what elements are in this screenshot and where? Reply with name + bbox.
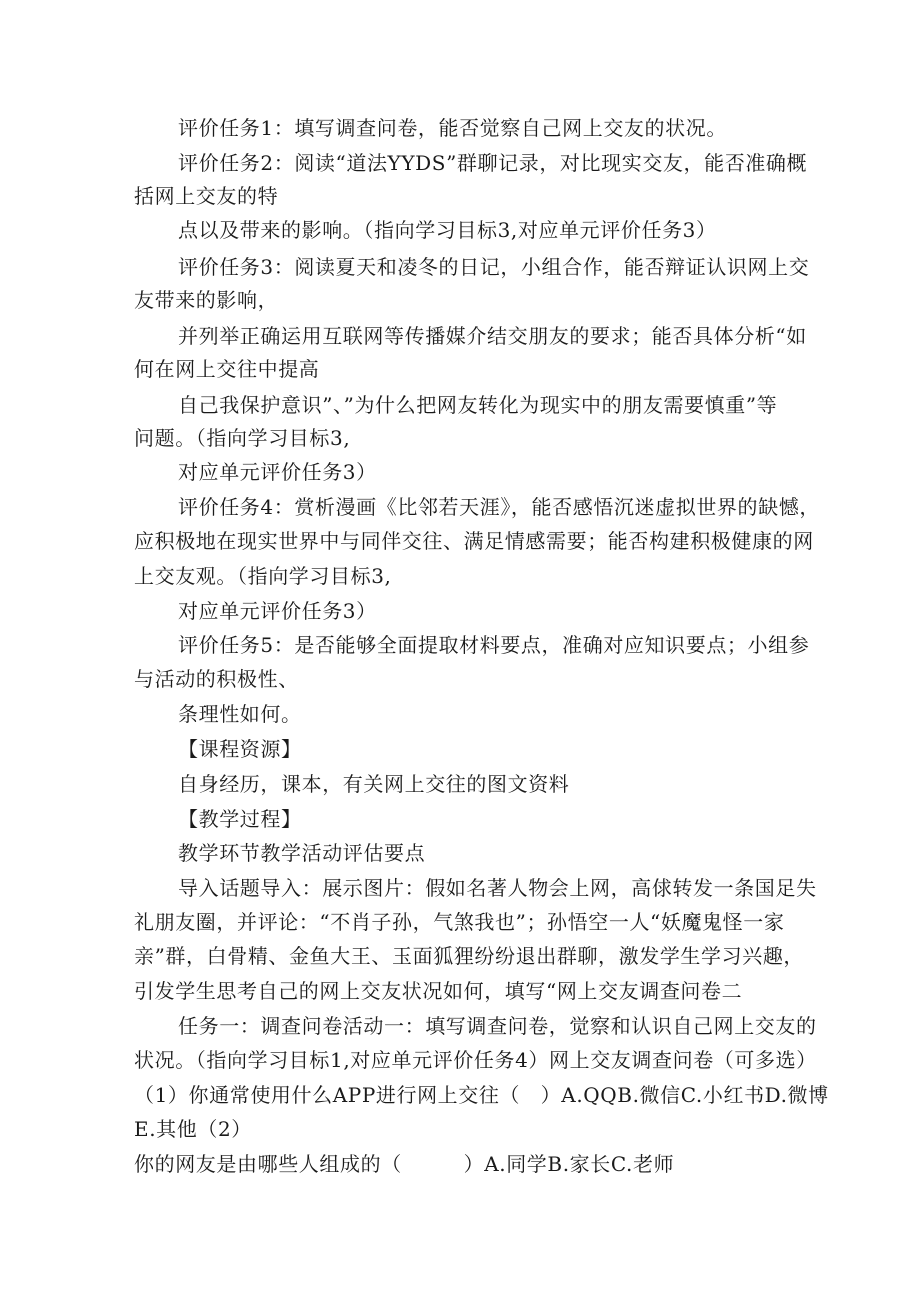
section-heading: 【教学过程】 (178, 807, 302, 831)
text-line: 导入话题导入：展示图片：假如名著人物会上网，高俅转发一条国足失 (178, 876, 817, 900)
text-line: 与活动的积极性、 (134, 667, 299, 691)
text-line: 问题。（指向学习目标3, (134, 426, 351, 450)
text-line: 亲”群，白骨精、金鱼大王、玉面狐狸纷纷退出群聊，激发学生学习兴趣， (134, 944, 805, 968)
section-heading: 【课程资源】 (178, 737, 302, 761)
text-line: 状况。（指向学习目标1,对应单元评价任务4）网上交友调查问卷（可多选） (134, 1048, 817, 1072)
text-line: 你的网友是由哪些人组成的（ ）A.同学B.家长C.老师 (134, 1152, 675, 1176)
text-line: 友带来的影响， (134, 288, 279, 312)
text-line: 评价任务5：是否能够全面提取材料要点，准确对应知识要点；小组参 (178, 633, 810, 657)
text-line: 教学环节教学活动评估要点 (178, 841, 426, 865)
text-line: 对应单元评价任务3） (178, 599, 377, 623)
text-line: （1）你通常使用什么APP进行网上交往（ ）A.QQB.微信C.小红书D.微博 (134, 1083, 829, 1107)
text-line: 条理性如何。 (178, 702, 302, 726)
text-line: 自己我保护意识”、”为什么把网友转化为现实中的朋友需要慎重”等 (178, 393, 778, 417)
text-line: 括网上交友的特 (134, 184, 279, 208)
text-line: 评价任务3：阅读夏天和凌冬的日记，小组合作，能否辩证认识网上交 (178, 255, 810, 279)
text-line: 礼朋友圈，并评论：“不肖子孙，气煞我也”；孙悟空一人“妖魔鬼怪一家 (134, 910, 785, 934)
text-line: 评价任务4：赏析漫画《比邻若天涯》，能否感悟沉迷虚拟世界的缺憾， (178, 495, 820, 519)
text-line: 点以及带来的影响。（指向学习目标3,对应单元评价任务3） (178, 218, 717, 242)
text-line: 评价任务1：填写调查问卷，能否觉察自己网上交友的状况。 (178, 116, 727, 140)
text-line: 对应单元评价任务3） (178, 460, 377, 484)
text-line: 评价任务2：阅读“道法YYDS”群聊记录，对比现实交友，能否准确概 (178, 151, 808, 175)
text-line: 引发学生思考自己的网上交友状况如何，填写“网上交友调查问卷二 (134, 979, 743, 1003)
text-line: 上交友观。（指向学习目标3, (134, 564, 392, 588)
text-line: 自身经历，课本，有关网上交往的图文资料 (178, 772, 570, 796)
text-line: E.其他（2） (134, 1117, 252, 1141)
text-line: 何在网上交往中提高 (134, 357, 320, 381)
text-line: 应积极地在现实世界中与同伴交往、满足情感需要；能否构建积极健康的网 (134, 529, 814, 553)
text-line: 并列举正确运用互联网等传播媒介结交朋友的要求；能否具体分析“如 (178, 324, 807, 348)
text-line: 任务一：调查问卷活动一：填写调查问卷，觉察和认识自己网上交友的 (178, 1014, 817, 1038)
